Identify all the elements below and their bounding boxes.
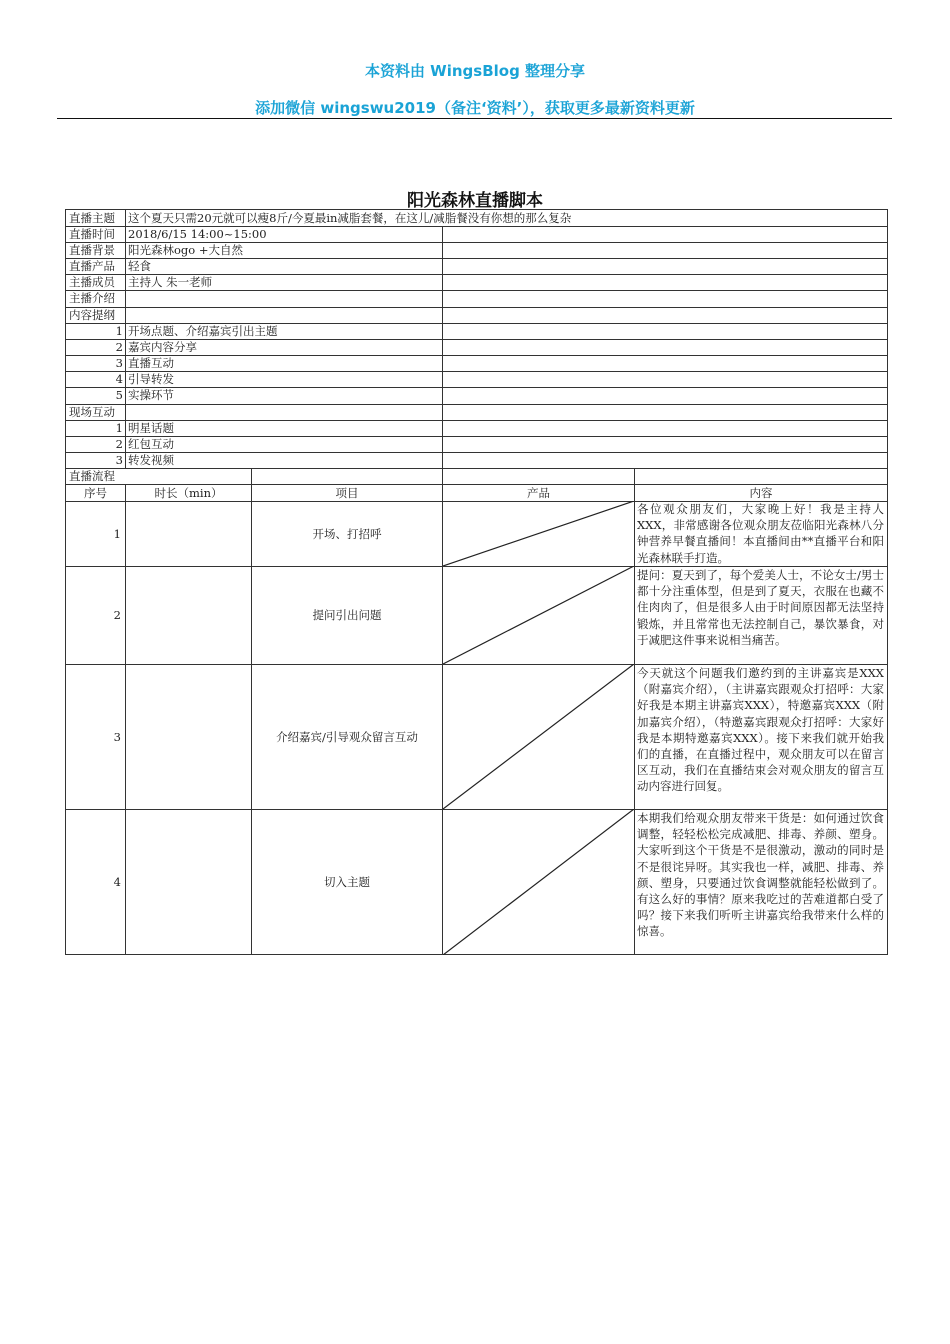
grid-line bbox=[66, 468, 887, 469]
grid-line bbox=[125, 420, 126, 468]
outline-item: 实操环节 bbox=[128, 388, 174, 402]
interaction-item: 红包互动 bbox=[128, 437, 174, 451]
flow-row-number: 2 bbox=[113, 608, 121, 622]
script-table bbox=[65, 209, 888, 955]
header-product: 产品 bbox=[527, 486, 550, 500]
header-content: 内容 bbox=[749, 486, 773, 500]
interaction-item: 明星话题 bbox=[128, 421, 174, 435]
outline-num: 5 bbox=[115, 388, 123, 402]
flow-row-item: 提问引出问题 bbox=[312, 608, 382, 622]
grid-line bbox=[66, 404, 887, 405]
info-label-intro: 主播介绍 bbox=[69, 291, 115, 305]
grid-line bbox=[66, 290, 887, 291]
flow-row-item: 介绍嘉宾/引导观众留言互动 bbox=[276, 729, 418, 744]
flow-row-content: 今天就这个问题我们邀约到的主讲嘉宾是XXX（附嘉宾介绍），（主讲嘉宾跟观众打招呼：大家好我是本期主讲嘉宾XXX），特邀嘉宾XXX（附加嘉宾介绍），（特邀嘉宾跟观众打招呼：大家好我是本期特邀嘉宾XXX）。接下来我们就开始我们的直播，在直播过程中，观众朋友可以在留言区互动，我们在直播结束会对观众朋友的留言互动内容进行回复。 bbox=[637, 666, 884, 794]
info-value-product: 轻食 bbox=[128, 259, 151, 273]
grid-line bbox=[125, 323, 126, 339]
header-divider bbox=[57, 118, 892, 119]
empty-cell-diagonal bbox=[443, 664, 634, 809]
info-value-background: 阳光森林ogo +大自然 bbox=[128, 243, 243, 257]
flow-row-number: 4 bbox=[113, 875, 121, 889]
share-notice: 本资料由 WingsBlog 整理分享 bbox=[364, 62, 586, 80]
flow-row-item: 开场、打招呼 bbox=[312, 526, 382, 541]
outline-item: 嘉宾内容分享 bbox=[128, 340, 197, 354]
info-label-time: 直播时间 bbox=[69, 227, 115, 241]
outline-item: 开场点题、介绍嘉宾引出主题 bbox=[128, 324, 278, 338]
flow-row-number: 3 bbox=[113, 729, 121, 744]
interaction-item: 转发视频 bbox=[128, 453, 174, 467]
outline-num: 2 bbox=[115, 340, 123, 354]
outline-item: 引导转发 bbox=[128, 372, 174, 386]
wechat-notice: 添加微信 wingswu2019（备注‘资料’），获取更多最新资料更新 bbox=[255, 99, 695, 117]
outline-label: 内容提纲 bbox=[69, 308, 115, 322]
outline-item: 直播互动 bbox=[128, 356, 174, 370]
empty-cell-diagonal bbox=[443, 566, 634, 664]
flow-label: 直播流程 bbox=[69, 469, 115, 483]
outline-num: 3 bbox=[115, 356, 123, 370]
info-label-theme: 直播主题 bbox=[69, 211, 115, 225]
flow-row-content: 提问：夏天到了，每个爱美人士，不论女士/男士都十分注重体型，但是到了夏天，衣服在也藏不住肉肉了，但是很多人由于时间原因都无法坚持锻炼，并且常常也无法控制自己，暴饮暴食，对于减肥这件事来说相当痛苦。 bbox=[637, 568, 884, 647]
outline-num: 4 bbox=[115, 372, 123, 386]
outline-num: 1 bbox=[115, 324, 123, 338]
grid-line bbox=[634, 468, 635, 955]
empty-cell-diagonal bbox=[443, 809, 634, 955]
interaction-num: 2 bbox=[115, 437, 123, 451]
empty-cell-diagonal bbox=[443, 501, 634, 566]
grid-line bbox=[66, 307, 887, 308]
flow-row-content: 本期我们给观众朋友带来干货是：如何通过饮食调整，轻轻松松完成减肥、排毒、养颜、塑身。大家听到这个干货是不是很激动，激动的同时是不是很诧异呀。其实我也一样，减肥、排毒、养颜、塑身，只要通过饮食调整就能轻松做到了。有这么好的事情？原来我吃过的苦难道都白受了吗？接下来我们听听主讲嘉宾给我带来什么样的惊喜。 bbox=[637, 811, 884, 939]
page-title: 阳光森林直播脚本 bbox=[407, 191, 543, 211]
header-item: 项目 bbox=[335, 486, 359, 500]
info-label-background: 直播背景 bbox=[69, 243, 115, 257]
flow-row-number: 1 bbox=[113, 526, 121, 541]
info-label-members: 主播成员 bbox=[69, 275, 115, 289]
interaction-num: 3 bbox=[115, 453, 123, 467]
info-value-theme: 这个夏天只需20元就可以瘦8斤/今夏最in减脂套餐，在这儿/减脂餐没有你想的那么复杂 bbox=[128, 211, 572, 225]
interaction-num: 1 bbox=[115, 421, 123, 435]
interaction-label: 现场互动 bbox=[69, 405, 115, 419]
info-value-time: 2018/6/15 14:00~15:00 bbox=[128, 227, 267, 241]
flow-row-content: 各位观众朋友们，大家晚上好！我是主持人XXX，非常感谢各位观众朋友莅临阳光森林八分钟营养早餐直播间！本直播间由**直播平台和阳光森林联手打造。 bbox=[637, 502, 884, 565]
info-label-product: 直播产品 bbox=[69, 259, 115, 273]
header-number: 序号 bbox=[84, 486, 107, 500]
info-value-members: 主持人 朱一老师 bbox=[128, 275, 213, 289]
grid-line bbox=[125, 484, 126, 955]
flow-row-item: 切入主题 bbox=[324, 875, 370, 889]
header-duration: 时长（min） bbox=[154, 486, 223, 500]
grid-line bbox=[125, 210, 126, 323]
